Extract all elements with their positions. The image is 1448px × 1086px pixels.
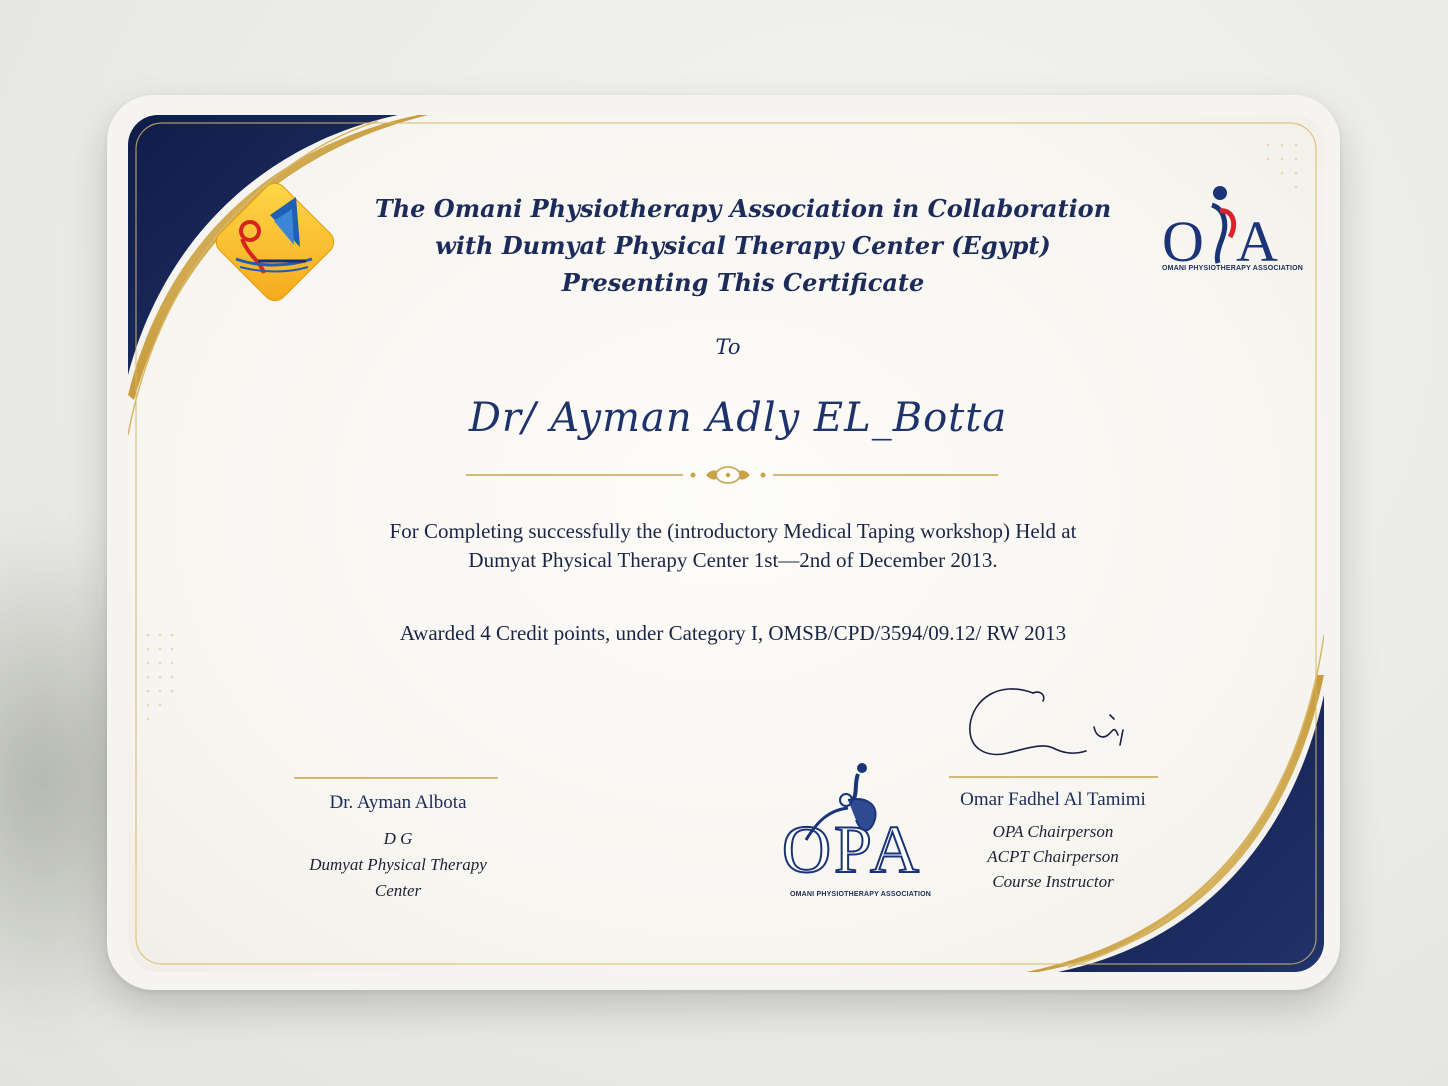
certificate-body <box>308 517 1158 575</box>
body-line-2: Dumyat Physical Therapy Center 1st—2nd of December 2013. <box>468 548 998 572</box>
dumyat-center-logo <box>208 175 343 310</box>
recipient-name: Dr/ Ayman Adly EL_Botta <box>468 395 1008 441</box>
left-title-line-2: Dumyat Physical Therapy <box>309 855 487 874</box>
body-line-1: For Completing successfully the (introductory Medical Taping workshop) Held at <box>389 519 1077 543</box>
to-label: To <box>715 335 741 359</box>
heading-line-1: The Omani Physiotherapy Association in Collaboration <box>374 194 1112 223</box>
certificate-heading <box>328 190 1158 301</box>
left-signatory-name: Dr. Ayman Albota <box>329 792 467 813</box>
heading-line-2: with Dumyat Physical Therapy Center (Egypt) <box>435 231 1051 260</box>
right-signatory-title <box>938 819 1168 894</box>
svg-text:O: O <box>782 811 832 887</box>
opa-logo-bottom <box>778 760 932 905</box>
opa-emblem-top-icon <box>1158 183 1290 273</box>
left-signatory-title <box>278 826 518 904</box>
svg-text:A: A <box>870 811 920 887</box>
ornament <box>691 467 766 483</box>
heading-line-3: Presenting This Certificate <box>561 268 925 297</box>
certificate <box>128 115 1324 972</box>
right-title-line-3: Course Instructor <box>992 872 1114 891</box>
dot-pattern-right <box>1267 144 1298 189</box>
dot-pattern-left <box>147 634 174 721</box>
svg-text:O: O <box>1162 209 1204 273</box>
right-signatory-name: Omar Fadhel Al Tamimi <box>960 789 1146 810</box>
handwritten-signature <box>970 689 1123 755</box>
opa-caption-top: OMANI PHYSIOTHERAPY ASSOCIATION <box>1162 265 1304 272</box>
right-title-line-1: OPA Chairperson <box>992 822 1114 841</box>
left-title-line-3: Center <box>374 881 422 900</box>
left-title-line-1: D G <box>383 829 413 848</box>
right-title-line-2: ACPT Chairperson <box>987 847 1119 866</box>
svg-text:A: A <box>1236 209 1278 273</box>
svg-text:P: P <box>834 811 872 887</box>
credits-statement: Awarded 4 Credit points, under Category I, OMSB/CPD/3594/09.12/ RW 2013 <box>399 621 1067 645</box>
opa-caption-bottom: OMANI PHYSIOTHERAPY ASSOCIATION <box>790 891 932 898</box>
opa-emblem-bottom-icon <box>778 760 923 890</box>
opa-logo-top <box>1158 183 1304 293</box>
